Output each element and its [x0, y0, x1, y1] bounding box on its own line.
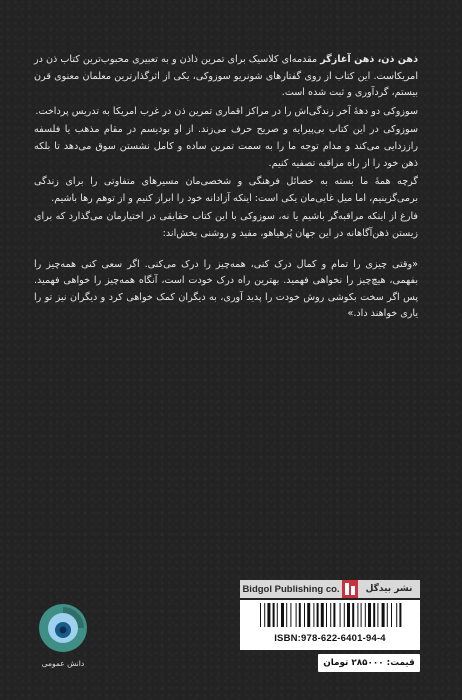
book-title-inline: ذهن ذن، ذهن آغازگر [320, 54, 418, 65]
blurb-paragraph-4: گرچه همۀ ما بسته به خصائل فرهنگی و شخصی‌مان مسیرهای متفاوتی را برای زندگی برمی‌گزینیم، اما میل غایی‌مان یکی است: اینکه آزادانه خود را ابراز کنیم و از توهم رها باشیم. [34, 176, 418, 204]
blurb-text [34, 52, 418, 325]
barcode-icon [240, 600, 420, 628]
series-emblem-icon [38, 603, 88, 653]
publisher-name-en: Bidgol Publishing co. [240, 580, 342, 598]
blurb-paragraph-5: فارغ از اینکه مراقبه‌گر باشیم یا نه، سوزوکی با این کتاب حقایقی در اختیارمان می‌گذارد که برای زیستن ذهن‌آگاهانه در این جهان پُرهیاهو، مفید و روشنی بخش‌اند: [34, 211, 418, 239]
series-caption: دانش عمومی [41, 659, 85, 668]
isbn-number: ISBN:978-622-6401-94-4 [240, 628, 420, 648]
blurb-paragraph-2: سوزوکی دو دهۀ آخر زندگی‌اش را در مراکز اقماری تمرین ذن در غرب امریکا به تدریس پرداخت. [35, 105, 418, 117]
blurb-paragraph-3: سوزوکی در این کتاب بی‌پیرایه و صریح حرف می‌زند. از او بودیسم در مقام مذهب یا فلسفه راززدایی می‌کند و مدام توجه ما را به سمت تمرین ساده و کامل نشستن سوق می‌دهد تا بلکه ذهن خود را از راه مراقبه تصفیه کنیم. [34, 124, 418, 169]
publisher-name-fa: نشر بیدگل [358, 580, 420, 598]
quote-paragraph: «وقتی چیزی را تمام و کمال درک کنی، همه‌چیز را درک می‌کنی. اگر سعی کنی همه‌چیز را بفهمی، هیچ‌چیز را نخواهی فهمید. بهترین راه درک خودت است، آنگاه همه‌چیز را خواهی فهمید. پس اگر سخت بکوشی روش خودت را پدید آوری، به دیگران کمک خواهی کرد و دیگران نیز تو را یاری خواهند داد.» [34, 258, 418, 320]
publisher-bar [240, 580, 420, 598]
price-label: قیمت: ۲۸۵۰۰۰ تومان [318, 654, 420, 672]
publisher-logo-icon [342, 580, 358, 598]
blurb-paragraph-1: ذهن ذن، ذهن آغازگر مقدمه‌ای کلاسیک برای تمرین ذاذن و به تعبیری محبوب‌ترین کتاب ذن در امریکاست. این کتاب از روی گفتارهای شونریو سوزوکی، یکی از اثرگذارترین معلمان معنوی قرن بیستم، گردآوری و ثبت شده است. [34, 54, 418, 99]
